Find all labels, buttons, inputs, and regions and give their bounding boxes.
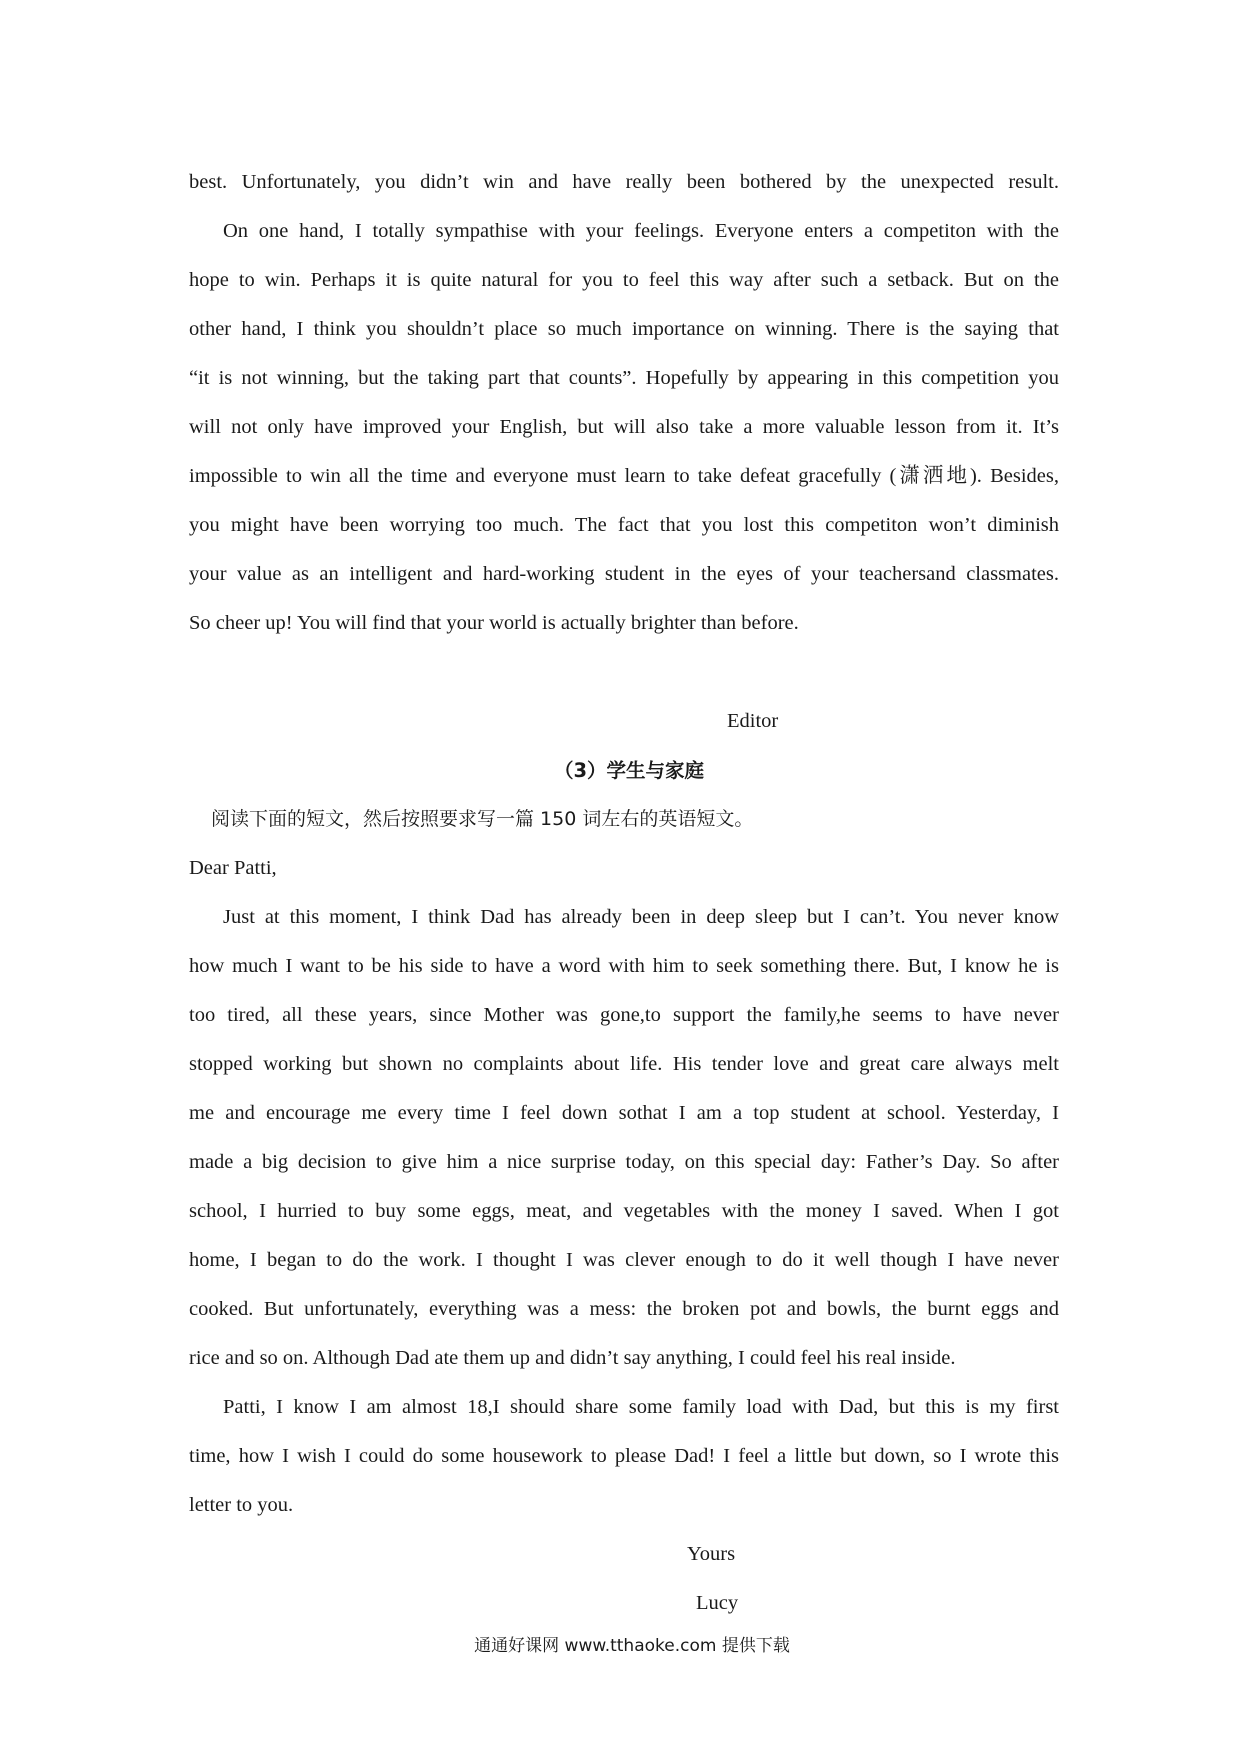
text-line: you might have been worrying too much. The fact that you lost this competiton won’t diminish <box>189 514 1059 536</box>
text-line: how much I want to be his side to have a word with him to seek something there. But, I know he is <box>189 955 1059 977</box>
text-line: “it is not winning, but the taking part that counts”. Hopefully by appearing in this competition you <box>189 367 1059 389</box>
passage-editor-reply <box>189 158 1059 746</box>
editor-signature: Editor <box>727 710 779 732</box>
text-line: hope to win. Perhaps it is quite natural for you to feel this way after such a setback. But on the <box>189 269 1059 291</box>
text-line: stopped working but shown no complaints about life. His tender love and great care always melt <box>189 1053 1059 1075</box>
text-line: rice and so on. Although Dad ate them up and didn’t say anything, I could feel his real inside. <box>189 1347 956 1369</box>
text-line: On one hand, I totally sympathise with your feelings. Everyone enters a competiton with the <box>223 220 1059 242</box>
text-line: will not only have improved your English, but will also take a more valuable lesson from it. It’s <box>189 416 1059 438</box>
text-line: best. Unfortunately, you didn’t win and have really been bothered by the unexpected result. <box>189 171 1059 193</box>
page-content <box>189 158 1059 1628</box>
spacer <box>189 648 1059 697</box>
text-line: cooked. But unfortunately, everything was a mess: the broken pot and bowls, the burnt eggs and <box>189 1298 1059 1320</box>
task-instruction: 阅读下面的短文，然后按照要求写一篇 150 词左右的英语短文。 <box>211 808 754 830</box>
text-line: home, I began to do the work. I thought I was clever enough to do it well though I have never <box>189 1249 1059 1271</box>
letter <box>189 844 1059 1628</box>
text-line: made a big decision to give him a nice surprise today, on this special day: Father’s Day. So after <box>189 1151 1059 1173</box>
text-line: impossible to win all the time and everyone must learn to take defeat gracefully (潇洒地). Besides, <box>189 465 1059 487</box>
text-line: other hand, I think you shouldn’t place so much importance on winning. There is the saying that <box>189 318 1059 340</box>
text-line: Just at this moment, I think Dad has already been in deep sleep but I can’t. You never know <box>223 906 1059 928</box>
text-line: So cheer up! You will find that your world is actually brighter than before. <box>189 612 799 634</box>
section-heading: （3）学生与家庭 <box>553 759 705 782</box>
text-line: letter to you. <box>189 1494 294 1516</box>
page-footer: 通通好课网 www.tthaoke.com 提供下载 <box>474 1636 790 1656</box>
text-line: too tired, all these years, since Mother was gone,to support the family,he seems to have never <box>189 1004 1059 1026</box>
letter-closing: Yours <box>687 1543 736 1565</box>
text-line: me and encourage me every time I feel down sothat I am a top student at school. Yesterday, I <box>189 1102 1059 1124</box>
text-line: time, how I wish I could do some housework to please Dad! I feel a little but down, so I wrote this <box>189 1445 1059 1467</box>
letter-salutation: Dear Patti, <box>189 857 277 879</box>
text-line: your value as an intelligent and hard-working student in the eyes of your teachersand classmates. <box>189 563 1059 585</box>
letter-signature: Lucy <box>696 1592 739 1614</box>
text-line: school, I hurried to buy some eggs, meat, and vegetables with the money I saved. When I got <box>189 1200 1059 1222</box>
text-line: Patti, I know I am almost 18,I should share some family load with Dad, but this is my first <box>223 1396 1059 1418</box>
